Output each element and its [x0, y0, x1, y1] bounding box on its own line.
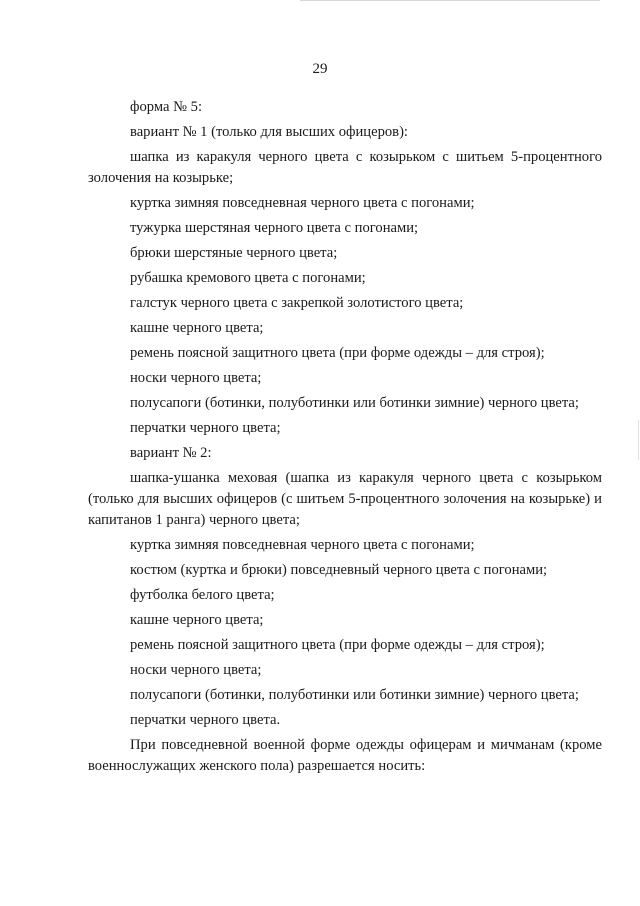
list-item: ремень поясной защитного цвета (при форме одежды – для строя); — [130, 637, 545, 653]
list-item: носки черного цвета; — [130, 370, 262, 386]
scan-edge-mark — [638, 420, 639, 460]
list-item: футболка белого цвета; — [130, 587, 275, 603]
paragraph-form-5: форма № 5: — [130, 99, 203, 115]
list-item: шапка из каракуля черного цвета с козырьком с шитьем 5-процентного золочения на козырьке; — [88, 149, 602, 186]
list-item: кашне черного цвета; — [130, 612, 264, 628]
document-body — [88, 97, 602, 781]
list-item: куртка зимняя повседневная черного цвета с погонами; — [130, 195, 475, 211]
list-item: перчатки черного цвета; — [130, 420, 281, 436]
list-item: брюки шерстяные черного цвета; — [130, 245, 338, 261]
page-number: 29 — [312, 61, 328, 77]
list-item: кашне черного цвета; — [130, 320, 264, 336]
list-item: костюм (куртка и брюки) повседневный черного цвета с погонами; — [130, 562, 548, 578]
scan-edge-line — [300, 0, 600, 1]
paragraph-variant-1: вариант № 1 (только для высших офицеров): — [130, 124, 408, 140]
paragraph-variant-2: вариант № 2: — [130, 445, 212, 461]
list-item: полусапоги (ботинки, полуботинки или ботинки зимние) черного цвета; — [130, 395, 579, 411]
list-item: шапка-ушанка меховая (шапка из каракуля черного цвета с козырьком (только для высших офицеров (с шитьем 5-процентного золочения на козырьке) и капитанов 1 ранга) черного цвета; — [88, 470, 602, 528]
list-item: куртка зимняя повседневная черного цвета с погонами; — [130, 537, 475, 553]
list-item: носки черного цвета; — [130, 662, 262, 678]
list-item: полусапоги (ботинки, полуботинки или ботинки зимние) черного цвета; — [130, 687, 579, 703]
paragraph-permitted-items: При повседневной военной форме одежды офицерам и мичманам (кроме военнослужащих женского пола) разрешается носить: — [88, 737, 602, 774]
list-item: тужурка шерстяная черного цвета с погонами; — [130, 220, 419, 236]
list-item: перчатки черного цвета. — [130, 712, 281, 728]
list-item: ремень поясной защитного цвета (при форме одежды – для строя); — [130, 345, 545, 361]
list-item: галстук черного цвета с закрепкой золотистого цвета; — [130, 295, 464, 311]
list-item: рубашка кремового цвета с погонами; — [130, 270, 366, 286]
